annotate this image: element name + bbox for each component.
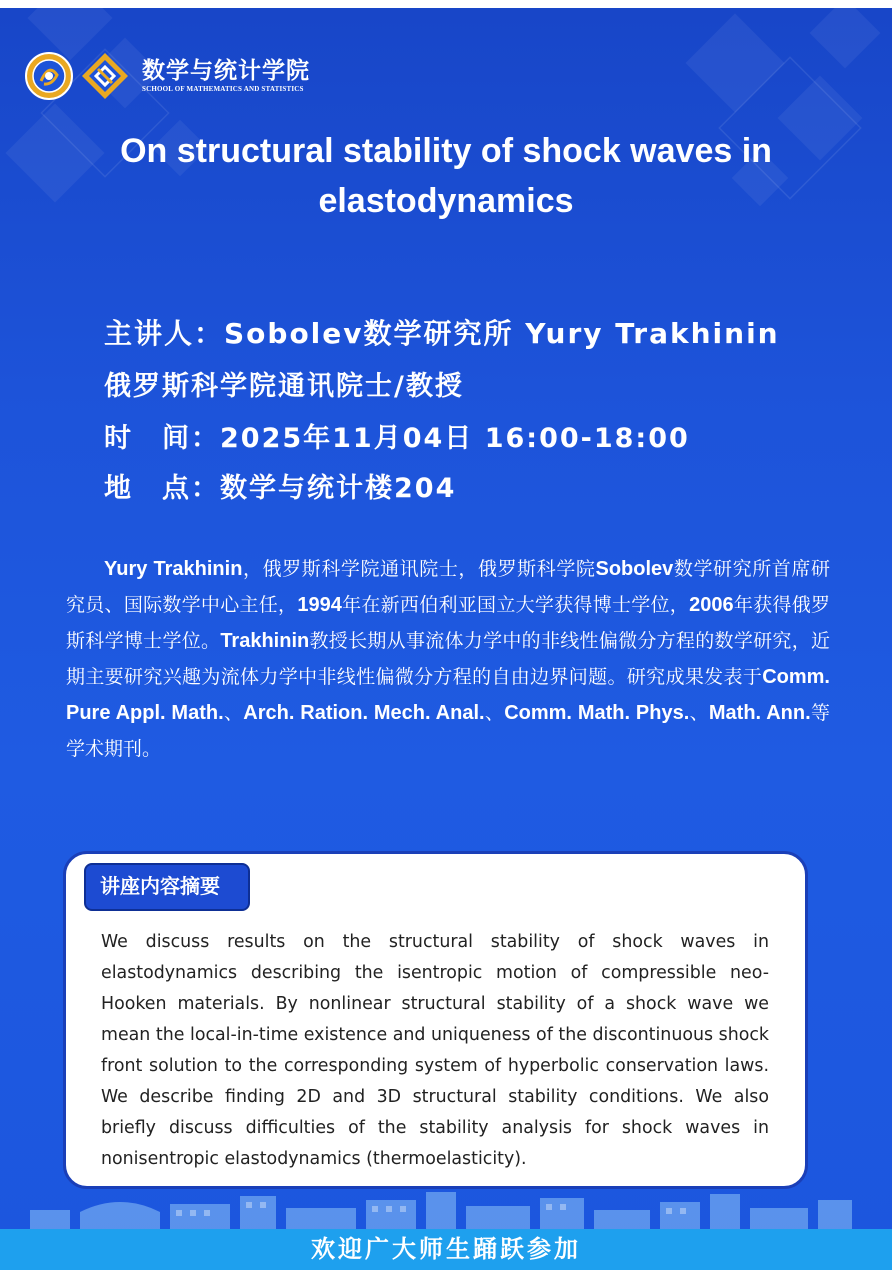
bio-text-segment: 教授长期从事流体力学中的非线性偏微分方程的数学研究，近期主要研究兴趣为流体力学中非线性偏微分方程的自由边界问题。研究成果发表于 xyxy=(66,630,830,688)
bio-bold-segment: 1994 xyxy=(297,594,342,616)
bio-bold-segment: Comm. Pure Appl. Math. xyxy=(66,666,830,724)
time-line: 时 间：2025年11月04日 16:00-18:00 xyxy=(104,423,690,454)
bio-text-segment: 年在新西伯利亚国立大学获得博士学位， xyxy=(341,594,690,616)
lecture-title-line1: On structural stability of shock waves in xyxy=(120,132,772,170)
lecture-title xyxy=(40,126,852,226)
bio-bold-segment: Math. Ann. xyxy=(708,702,811,724)
bio-text-segment: 、 xyxy=(223,702,244,724)
bio-bold-segment: Comm. Math. Phys. xyxy=(504,702,690,724)
school-name-en: SCHOOL OF MATHEMATICS AND STATISTICS xyxy=(142,85,304,93)
bio-text-segment: 、 xyxy=(689,702,709,724)
school-name xyxy=(142,58,310,94)
bio-bold-segment: Sobolev xyxy=(595,558,674,580)
poster xyxy=(0,8,892,1270)
school-name-cn: 数学与统计学院 xyxy=(142,57,310,84)
bio-text-segment: 数学研究所首席研究员、国际数学中心主任， xyxy=(66,558,830,616)
footer-banner: 欢迎广大师生踊跃参加 xyxy=(0,1229,892,1270)
campus-skyline-illustration xyxy=(0,1186,892,1232)
bio-bold-segment: 2006 xyxy=(689,594,734,616)
abstract-text: We discuss results on the structural stability of shock waves in elastodynamics describing the isentropic motion of compressible neo-Hooken materials. By nonlinear structural stability of a shock wave we mean the local-in-time existence and uniqueness of the discontinuous shock front solution to the corresponding system of hyperbolic conservation laws. We describe finding 2D and 3D structural stability conditions. We also briefly discuss difficulties of the stability analysis for shock waves in nonisentropic elastodynamics (thermoelasticity). xyxy=(101,932,769,1169)
bio-text-segment: ，俄罗斯科学院通讯院士，俄罗斯科学院 xyxy=(242,558,596,580)
location-line: 地 点：数学与统计楼204 xyxy=(104,473,457,504)
university-seal-icon xyxy=(24,51,74,101)
speaker-title-line: 俄罗斯科学院通讯院士/教授 xyxy=(104,371,464,402)
bio-bold-segment: Trakhinin xyxy=(220,630,310,652)
bio-text-segment: 等学术期刊。 xyxy=(66,702,830,760)
school-logo xyxy=(24,48,310,104)
bio-text-segment: 、 xyxy=(484,702,505,724)
speaker-bio xyxy=(66,551,830,767)
bio-bold-segment: Yury Trakhinin xyxy=(104,558,243,580)
speaker-line: 主讲人：Sobolev数学研究所 Yury Trakhinin xyxy=(104,317,780,350)
lecture-title-line2: elastodynamics xyxy=(318,182,574,220)
school-logo-icon xyxy=(80,51,130,101)
bio-bold-segment: Arch. Ration. Mech. Anal. xyxy=(243,702,485,724)
bio-text-segment: 年获得俄罗斯科学博士学位。 xyxy=(66,594,830,652)
abstract-label: 讲座内容摘要 xyxy=(84,863,250,911)
